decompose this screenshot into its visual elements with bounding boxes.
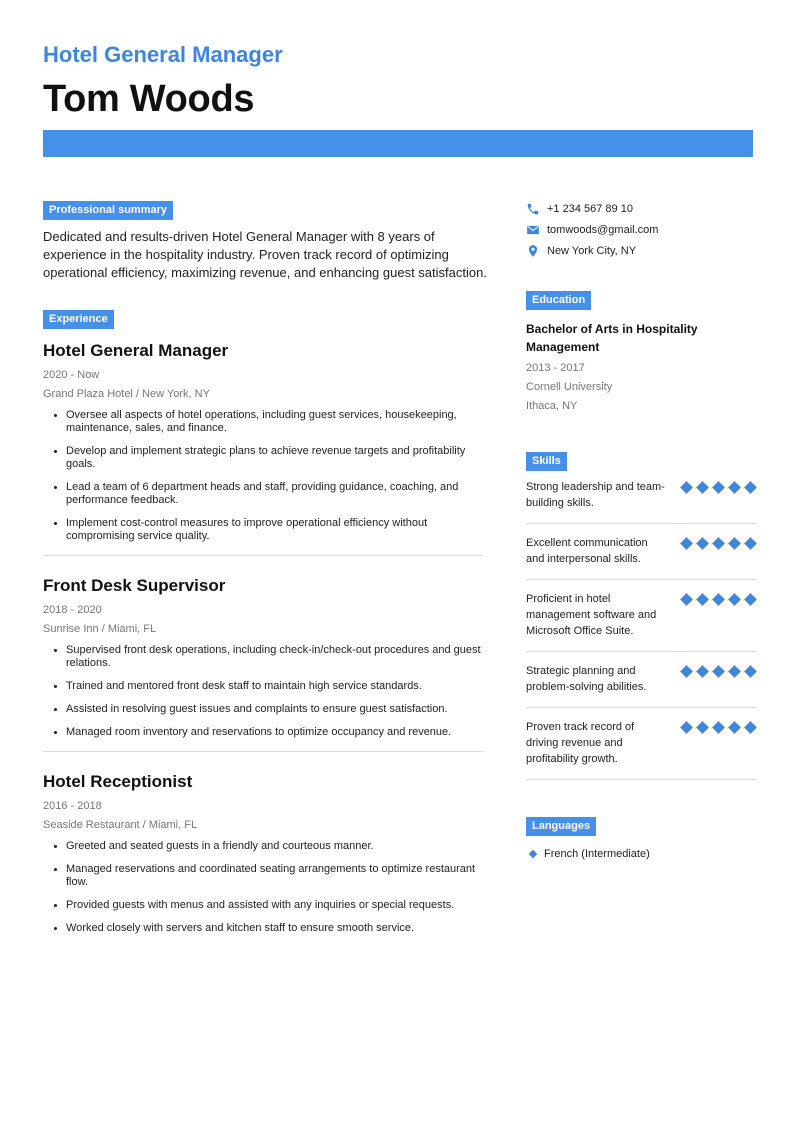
skill-text: Strategic planning and problem-solving abilities.	[526, 665, 647, 693]
rating-diamond-icon	[744, 721, 757, 734]
education-school: Cornell University	[526, 381, 613, 393]
rating-diamond-icon	[712, 721, 725, 734]
job-place: Grand Plaza Hotel / New York, NY	[43, 388, 210, 400]
skill-row	[526, 524, 757, 580]
job-bullet: • Implement cost-control measures to improve operational efficiency without compromising service quality.	[66, 517, 483, 543]
job-title: Hotel General Manager	[43, 341, 229, 360]
skill-row	[526, 479, 757, 524]
skill-text: Proficient in hotel management software and Microsoft Office Suite.	[526, 593, 657, 637]
right-column	[526, 200, 757, 860]
header-accent-bar	[43, 130, 753, 157]
education-heading: Education	[526, 291, 591, 310]
rating-diamond-icon	[680, 481, 693, 494]
skill-row	[526, 708, 757, 780]
experience-job	[43, 576, 483, 739]
rating-diamond-icon	[680, 537, 693, 550]
job-title: Front Desk Supervisor	[43, 576, 226, 595]
rating-diamond-icon	[712, 537, 725, 550]
languages-heading: Languages	[526, 817, 596, 836]
job-bullets	[43, 644, 483, 739]
divider	[43, 555, 483, 556]
rating-diamond-icon	[712, 481, 725, 494]
diamond-bullet-icon	[529, 850, 537, 858]
summary-text: Dedicated and results-driven Hotel General Manager with 8 years of experience in the hospitality industry. Proven track record of optimizing operational efficiency, maximizing revenue, and enhancing guest satisfaction.	[43, 229, 487, 280]
rating-diamond-icon	[728, 537, 741, 550]
skill-rating	[680, 593, 757, 606]
skills-heading: Skills	[526, 452, 567, 471]
education-section	[526, 290, 757, 413]
education-dates: 2013 - 2017	[526, 362, 585, 374]
job-bullet: • Trained and mentored front desk staff to maintain high service standards.	[66, 680, 483, 693]
header-name: Tom Woods	[43, 78, 255, 120]
rating-diamond-icon	[744, 537, 757, 550]
rating-diamond-icon	[696, 593, 709, 606]
rating-diamond-icon	[744, 481, 757, 494]
rating-diamond-icon	[680, 721, 693, 734]
job-bullet: • Greeted and seated guests in a friendly and courteous manner.	[66, 840, 483, 853]
skills-list	[526, 479, 757, 780]
skills-section	[526, 451, 757, 780]
languages-section	[526, 816, 757, 860]
header-job-title: Hotel General Manager	[43, 42, 283, 67]
rating-diamond-icon	[728, 481, 741, 494]
rating-diamond-icon	[696, 665, 709, 678]
contact-location-text: New York City, NY	[547, 245, 637, 257]
education-city: Ithaca, NY	[526, 400, 578, 412]
job-bullet: • Develop and implement strategic plans to achieve revenue targets and profitability goals.	[66, 445, 483, 471]
map-pin-icon	[526, 244, 540, 258]
summary-heading: Professional summary	[43, 201, 173, 220]
job-dates: 2018 - 2020	[43, 604, 102, 616]
rating-diamond-icon	[728, 593, 741, 606]
job-dates: 2016 - 2018	[43, 800, 102, 812]
skill-row	[526, 580, 757, 652]
phone-icon	[526, 202, 540, 216]
rating-diamond-icon	[728, 721, 741, 734]
contact-email-text[interactable]: tomwoods@gmail.com	[547, 224, 659, 236]
job-bullets	[43, 409, 483, 543]
experience-section	[43, 309, 483, 935]
rating-diamond-icon	[680, 593, 693, 606]
divider	[43, 751, 483, 752]
job-bullet: • Worked closely with servers and kitchen staff to ensure smooth service.	[66, 922, 483, 935]
job-place: Sunrise Inn / Miami, FL	[43, 623, 157, 635]
rating-diamond-icon	[696, 537, 709, 550]
skill-row	[526, 652, 757, 708]
rating-diamond-icon	[728, 665, 741, 678]
skill-rating	[680, 537, 757, 550]
rating-diamond-icon	[696, 721, 709, 734]
rating-diamond-icon	[696, 481, 709, 494]
job-dates: 2020 - Now	[43, 369, 100, 381]
summary-section	[43, 200, 487, 282]
contact-section	[526, 200, 757, 260]
experience-heading: Experience	[43, 310, 114, 329]
skill-text: Proven track record of driving revenue and profitability growth.	[526, 721, 635, 765]
job-bullet: • Provided guests with menus and assisted with any inquiries or special requests.	[66, 899, 483, 912]
skill-rating	[680, 721, 757, 734]
language-item	[526, 848, 757, 860]
experience-job	[43, 341, 483, 543]
skill-text: Excellent communication and interpersonal skills.	[526, 537, 648, 565]
skill-text: Strong leadership and team-building skills.	[526, 481, 665, 509]
experience-job	[43, 772, 483, 935]
rating-diamond-icon	[712, 593, 725, 606]
job-bullets	[43, 840, 483, 935]
job-bullet: • Oversee all aspects of hotel operations, including guest services, housekeeping, maintenance, sales, and finance.	[66, 409, 483, 435]
contact-phone	[526, 200, 757, 218]
job-bullet: • Lead a team of 6 department heads and staff, providing guidance, coaching, and performance feedback.	[66, 481, 483, 507]
education-degree: Bachelor of Arts in Hospitality Management	[526, 322, 698, 354]
job-place: Seaside Restaurant / Miami, FL	[43, 819, 198, 831]
job-bullet: • Supervised front desk operations, including check-in/check-out procedures and guest relations.	[66, 644, 483, 670]
contact-phone-text[interactable]: +1 234 567 89 10	[547, 203, 633, 215]
job-bullet: • Managed room inventory and reservations to optimize occupancy and revenue.	[66, 726, 483, 739]
skill-rating	[680, 665, 757, 678]
job-bullet: • Assisted in resolving guest issues and complaints to ensure guest satisfaction.	[66, 703, 483, 716]
language-text: French (Intermediate)	[544, 848, 650, 860]
contact-location	[526, 242, 757, 260]
contact-email	[526, 221, 757, 239]
skill-rating	[680, 481, 757, 494]
envelope-icon	[526, 223, 540, 237]
job-title: Hotel Receptionist	[43, 772, 193, 791]
rating-diamond-icon	[680, 665, 693, 678]
rating-diamond-icon	[712, 665, 725, 678]
rating-diamond-icon	[744, 593, 757, 606]
job-bullet: • Managed reservations and coordinated seating arrangements to optimize restaurant flow.	[66, 863, 483, 889]
left-column	[43, 200, 487, 945]
rating-diamond-icon	[744, 665, 757, 678]
